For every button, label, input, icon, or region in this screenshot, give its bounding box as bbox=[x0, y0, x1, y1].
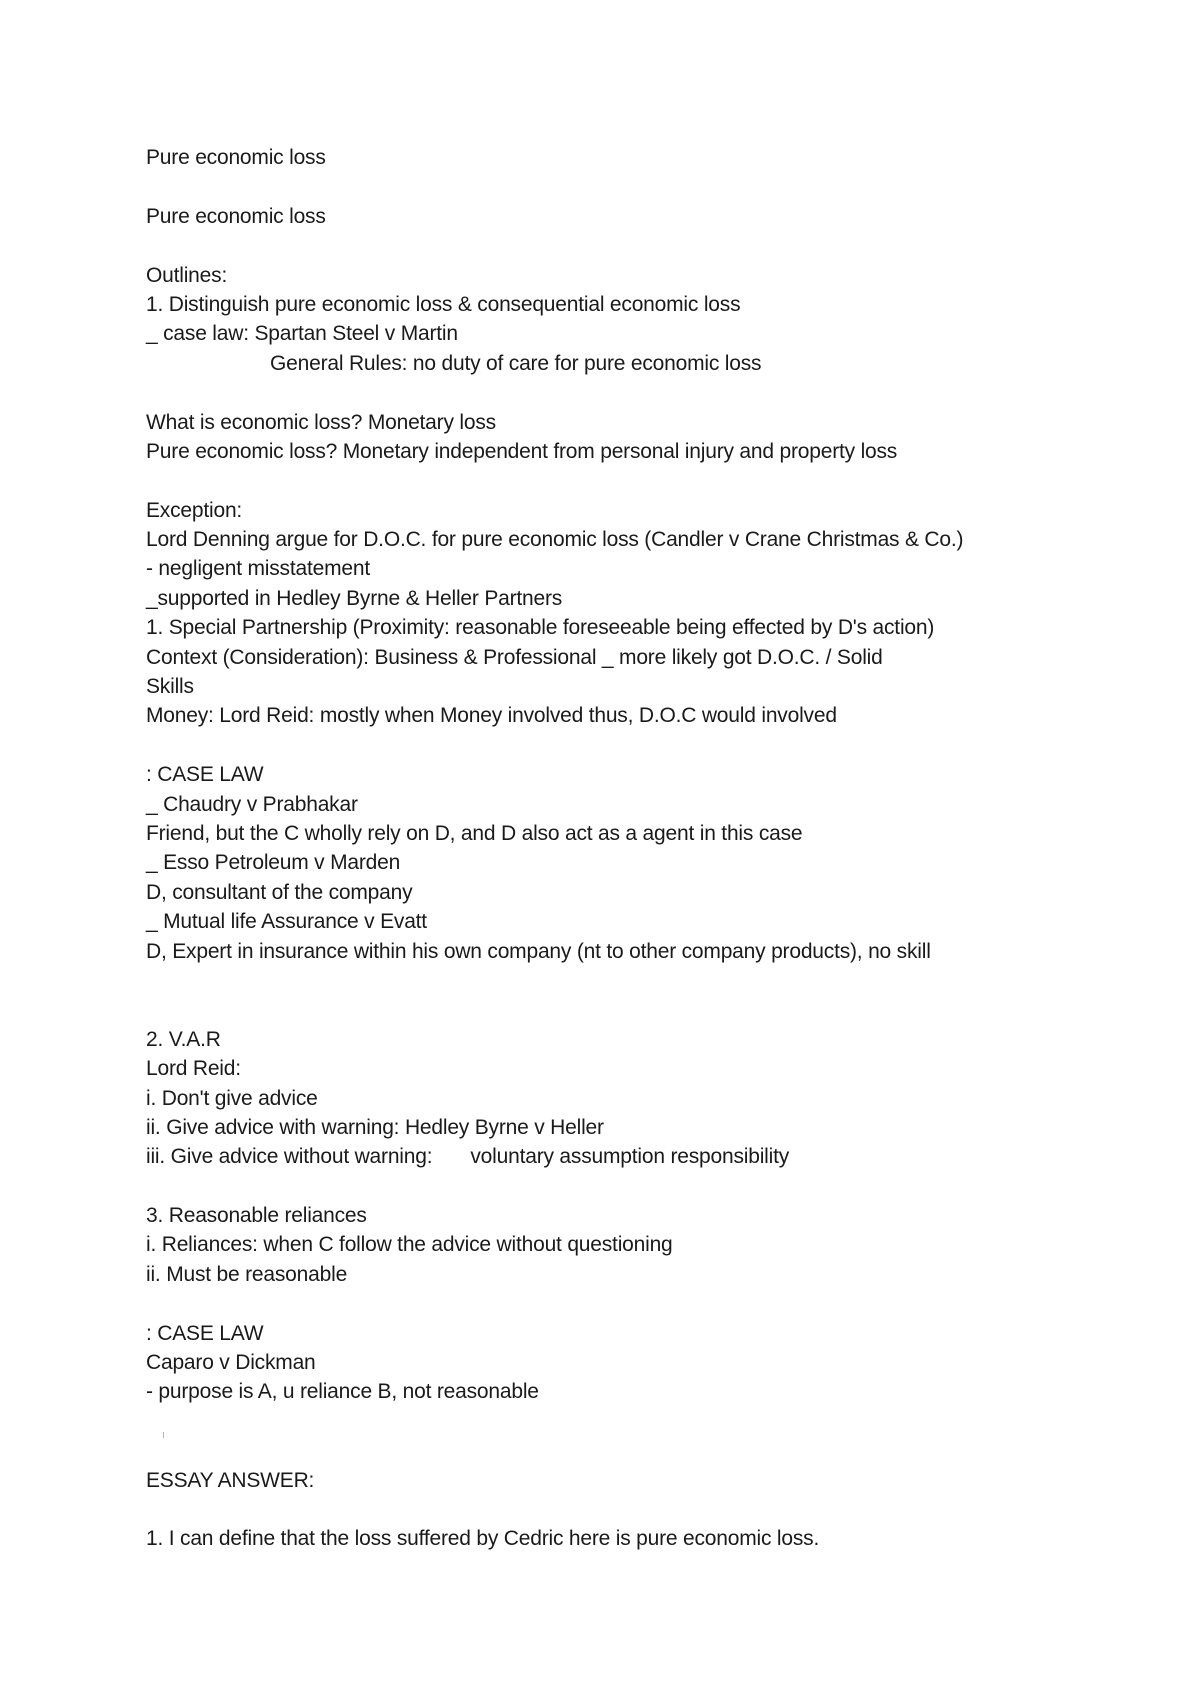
spacer bbox=[146, 1172, 1046, 1201]
document-title: Pure economic loss bbox=[146, 146, 326, 169]
case-law-note: Friend, but the C wholly rely on D, and D also act as a agent in this case bbox=[146, 821, 803, 845]
spacer bbox=[146, 731, 1046, 760]
definition-economic-loss: What is economic loss? Monetary loss bbox=[146, 410, 496, 434]
exception-negligent: - negligent misstatement bbox=[146, 557, 370, 581]
essay-heading: ESSAY ANSWER: bbox=[146, 1468, 315, 1492]
spacer bbox=[146, 466, 1046, 495]
var-item-i: i. Don't give advice bbox=[146, 1086, 318, 1110]
outline-case-law: _ case law: Spartan Steel v Martin bbox=[146, 322, 458, 346]
var-heading: 2. V.A.R bbox=[146, 1027, 221, 1051]
case-law-heading: : CASE LAW bbox=[146, 763, 264, 787]
reliances-heading: 3. Reasonable reliances bbox=[146, 1204, 367, 1228]
var-item-iii-value: voluntary assumption responsibility bbox=[470, 1145, 790, 1169]
spacer bbox=[146, 231, 1046, 260]
case-law-note: - purpose is A, u reliance B, not reasonable bbox=[146, 1380, 539, 1404]
exception-money: Money: Lord Reid: mostly when Money involved thus, D.O.C would involved bbox=[146, 704, 837, 728]
exception-special-partnership: 1. Special Partnership (Proximity: reasonable foreseeable being effected by D's action) bbox=[146, 616, 935, 640]
document-subtitle: Pure economic loss bbox=[146, 204, 326, 228]
definition-pure-economic-loss: Pure economic loss? Monetary independent from personal injury and property loss bbox=[146, 439, 898, 463]
spacer bbox=[146, 1407, 1046, 1466]
essay-answer-1: 1. I can define that the loss suffered by Cedric here is pure economic loss. bbox=[146, 1527, 820, 1551]
case-law-heading: : CASE LAW bbox=[146, 1321, 264, 1345]
stray-mark bbox=[163, 1432, 164, 1438]
spacer bbox=[146, 966, 1046, 1025]
spacer bbox=[146, 172, 1046, 201]
spacer bbox=[146, 1495, 1046, 1524]
reliances-item-ii: ii. Must be reasonable bbox=[146, 1262, 348, 1286]
outline-item-1: 1. Distinguish pure economic loss & consequential economic loss bbox=[146, 292, 741, 316]
var-lord-reid: Lord Reid: bbox=[146, 1057, 241, 1081]
reliances-item-i: i. Reliances: when C follow the advice without questioning bbox=[146, 1233, 673, 1257]
spacer bbox=[146, 378, 1046, 407]
var-item-iii bbox=[146, 1142, 1046, 1171]
exception-heading: Exception: bbox=[146, 498, 243, 522]
case-law-item: _ Esso Petroleum v Marden bbox=[146, 851, 401, 875]
case-law-note: D, Expert in insurance within his own company (nt to other company products), no skill bbox=[146, 939, 931, 963]
document-body bbox=[146, 143, 1046, 1554]
exception-skills: Skills bbox=[146, 675, 194, 699]
var-item-iii-label: iii. Give advice without warning: bbox=[146, 1145, 433, 1169]
exception-lord-denning: Lord Denning argue for D.O.C. for pure economic loss (Candler v Crane Christmas & Co.) bbox=[146, 528, 964, 552]
case-law-item: _ Chaudry v Prabhakar bbox=[146, 792, 358, 816]
case-law-item: Caparo v Dickman bbox=[146, 1351, 316, 1375]
case-law-item: _ Mutual life Assurance v Evatt bbox=[146, 910, 427, 934]
exception-supported: _supported in Hedley Byrne & Heller Partners bbox=[146, 586, 563, 610]
outline-general-rules: General Rules: no duty of care for pure economic loss bbox=[270, 351, 762, 375]
spacer bbox=[146, 1289, 1046, 1318]
exception-context: Context (Consideration): Business & Professional _ more likely got D.O.C. / Solid bbox=[146, 645, 883, 669]
case-law-note: D, consultant of the company bbox=[146, 880, 413, 904]
var-item-ii: ii. Give advice with warning: Hedley Byrne v Heller bbox=[146, 1115, 604, 1139]
outlines-heading: Outlines: bbox=[146, 263, 228, 287]
